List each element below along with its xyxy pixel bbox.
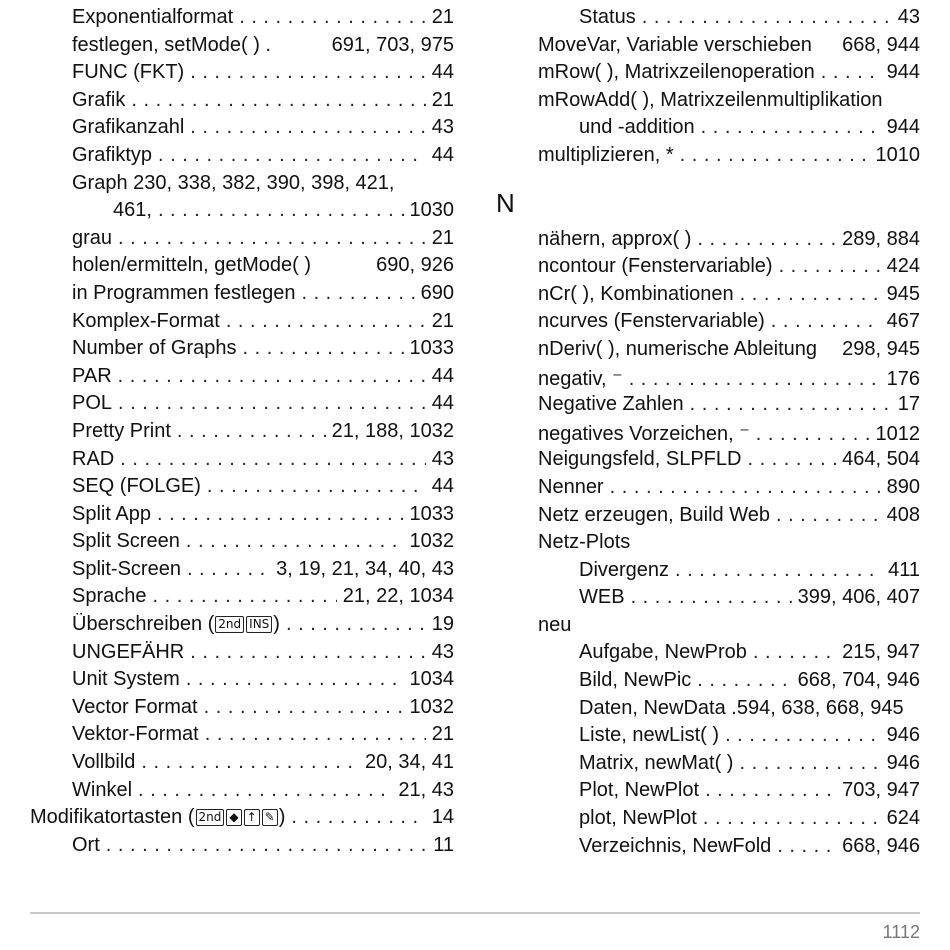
index-pages: 21 (431, 88, 454, 111)
dot-leader (779, 255, 881, 278)
index-pages: 11 (433, 833, 454, 856)
index-entry (30, 420, 454, 448)
index-pages: 946 (886, 724, 920, 747)
index-term-text: Neigungsfeld, SLPFLD (538, 448, 742, 471)
index-entry (30, 254, 454, 282)
index-term-text: festlegen, setMode( ) . (72, 33, 271, 56)
index-pages: 43 (431, 640, 454, 663)
index-pages: 691, 703, 975 (331, 33, 454, 56)
index-term (72, 751, 135, 774)
index-pages: 21, 22, 1034 (342, 585, 454, 608)
dot-leader (725, 724, 881, 747)
keycap-icon: ✎ (262, 809, 278, 826)
index-entry (496, 559, 920, 587)
index-entry (496, 283, 920, 311)
dot-leader (777, 835, 836, 858)
index-pages: 21 (431, 226, 454, 249)
dot-leader (157, 503, 404, 526)
index-entry (30, 116, 454, 144)
index-entry (30, 834, 454, 862)
keycap-icon: 2nd (196, 809, 225, 826)
keycap-icon: ↑ (244, 809, 260, 826)
index-pages: 44 (431, 475, 454, 498)
index-pages: 1033 (409, 337, 454, 360)
index-term-text: WEB (579, 586, 625, 609)
index-term-text: Sprache (72, 585, 147, 608)
index-term (579, 6, 636, 29)
index-term-text: Number of Graphs (72, 337, 237, 360)
index-term (72, 503, 151, 526)
index-entry (30, 723, 454, 751)
index-term (538, 393, 684, 416)
dot-leader (753, 641, 836, 664)
dot-leader (703, 807, 881, 830)
dot-leader (131, 89, 425, 112)
index-term-text: Daten, NewData .594, 638, 668, 945 (579, 696, 904, 719)
index-term (538, 448, 741, 471)
index-term-text: Split Screen (72, 530, 180, 553)
index-term (72, 337, 237, 360)
index-entry (496, 531, 920, 559)
index-term-text: mRowAdd( ), Matrixzeilenmultiplikation (538, 88, 883, 111)
index-pages: 467 (886, 310, 920, 333)
dot-leader (204, 696, 404, 719)
index-term (72, 282, 295, 305)
index-pages: 399, 406, 407 (797, 586, 920, 609)
index-term (579, 116, 695, 139)
index-term-text: Exponentialformat (72, 6, 234, 28)
index-term (579, 807, 697, 830)
index-term (72, 34, 271, 57)
index-term-text: Nenner (538, 475, 604, 498)
index-term (579, 779, 699, 802)
index-pages: 668, 704, 946 (797, 669, 920, 692)
index-entry (30, 558, 454, 586)
index-pages: 464, 504 (842, 448, 920, 471)
index-entry (496, 697, 920, 725)
index-term-text: Split App (72, 502, 151, 525)
index-term (538, 504, 770, 527)
index-entry (496, 586, 920, 614)
index-pages: 44 (431, 392, 454, 415)
index-term-text: Divergenz (579, 558, 670, 581)
footer-divider (30, 912, 920, 914)
index-entry (496, 724, 920, 752)
index-entry (30, 475, 454, 503)
index-column-right (496, 6, 920, 862)
index-term (72, 144, 152, 167)
index-term (72, 779, 132, 802)
index-pages: 944 (886, 61, 920, 84)
index-term-suffix: ) (278, 806, 286, 829)
index-entry (30, 751, 454, 779)
index-term (72, 585, 147, 608)
index-entry (496, 835, 920, 863)
index-term (538, 228, 691, 251)
index-term (538, 476, 604, 499)
index-entry (496, 669, 920, 697)
dot-leader (106, 834, 427, 857)
index-entry (496, 393, 920, 421)
dot-leader (158, 199, 404, 222)
index-pages: 690 (420, 281, 454, 304)
index-pages: 21, 188, 1032 (331, 419, 454, 442)
index-pages: 43 (431, 447, 454, 470)
index-pages: 690, 926 (376, 254, 454, 277)
index-term-text: POL (72, 392, 113, 415)
index-entry (30, 806, 454, 834)
index-term (72, 392, 112, 415)
index-pages: 21 (431, 309, 454, 332)
index-pages: 408 (886, 503, 920, 526)
index-term-text: SEQ (FOLGE) (72, 475, 201, 498)
index-term (538, 61, 815, 84)
index-pages: 1010 (875, 143, 920, 166)
index-pages: 624 (886, 807, 920, 830)
index-entry (30, 6, 454, 34)
dot-leader (158, 144, 426, 167)
index-entry (496, 779, 920, 807)
index-entry (30, 310, 454, 338)
index-entry (30, 696, 454, 724)
index-term-text: in Programmen festlegen (72, 281, 296, 304)
index-term-text: nDeriv( ), numerische Ableitung (538, 337, 818, 360)
index-entry (30, 199, 454, 227)
dot-leader (610, 476, 881, 499)
dot-leader (697, 228, 836, 251)
index-term-text: und -addition (579, 116, 695, 139)
index-term-text: Matrix, newMat( ) (579, 751, 734, 774)
index-term (538, 255, 773, 278)
index-pages: 411 (888, 558, 920, 581)
index-term-text: Netz-Plots (538, 531, 631, 554)
dot-leader (226, 310, 426, 333)
index-term-text: nähern, approx( ) (538, 227, 692, 250)
index-term (538, 89, 883, 112)
page-number: 1112 (882, 922, 920, 942)
index-term (579, 669, 691, 692)
index-entry (30, 530, 454, 558)
index-term (72, 641, 184, 664)
index-term-text: Grafiktyp (72, 143, 153, 166)
index-term (538, 421, 750, 446)
index-term-text: ncurves (Fenstervariable) (538, 310, 765, 333)
index-entry (496, 116, 920, 144)
index-entry (496, 34, 920, 62)
index-term-text: Verzeichnis, NewFold (579, 834, 772, 857)
index-entry (496, 752, 920, 780)
index-term-text: mRow( ), Matrixzeilenoperation (538, 61, 815, 84)
index-term (72, 116, 184, 139)
index-pages: 944 (886, 116, 920, 139)
dot-leader (631, 586, 792, 609)
index-term (72, 227, 112, 250)
dot-leader (207, 475, 426, 498)
dot-leader (747, 448, 836, 471)
dot-leader (690, 393, 892, 416)
index-term (72, 310, 220, 333)
index-term-text: holen/ermitteln, getMode( ) (72, 254, 312, 277)
index-term (538, 34, 812, 57)
index-term (72, 89, 125, 112)
index-term (579, 835, 771, 858)
index-entry (30, 172, 454, 200)
dot-leader (740, 283, 881, 306)
index-term (72, 613, 280, 636)
index-term (579, 641, 747, 664)
index-entry (30, 448, 454, 476)
index-entry (496, 255, 920, 283)
index-pages: 298, 945 (842, 337, 920, 360)
index-term-text: Winkel (72, 778, 133, 801)
dot-leader (118, 227, 426, 250)
dot-leader (697, 669, 791, 692)
dot-leader (756, 423, 870, 446)
index-pages: 43 (897, 6, 920, 28)
dot-leader (190, 116, 425, 139)
index-term-text: UNGEFÄHR (72, 640, 185, 663)
index-term (72, 61, 184, 84)
dot-leader (186, 668, 404, 691)
dot-leader (138, 779, 392, 802)
dot-leader (286, 613, 426, 636)
index-entry (496, 366, 920, 394)
index-term-text: Grafik (72, 88, 126, 111)
index-term (72, 254, 311, 277)
dot-leader (243, 337, 404, 360)
index-pages: 946 (886, 751, 920, 774)
index-term (72, 365, 112, 388)
index-term-text: PAR (72, 364, 112, 387)
dot-leader (680, 144, 870, 167)
index-term (72, 6, 233, 29)
dot-leader (205, 723, 426, 746)
index-term (72, 530, 180, 553)
dot-leader (739, 752, 880, 775)
dot-leader (239, 6, 426, 29)
index-term-text: Negative Zahlen (538, 393, 684, 416)
index-term-text: Bild, NewPic (579, 669, 692, 692)
dot-leader (771, 310, 881, 333)
index-term (72, 420, 171, 443)
index-term (579, 724, 719, 747)
index-term-text: Unit System (72, 668, 180, 691)
index-term (72, 475, 201, 498)
dot-leader (291, 806, 425, 829)
dot-leader (141, 751, 359, 774)
index-term-text: Überschreiben ( (72, 613, 215, 636)
index-column-left (30, 6, 454, 861)
index-entry (30, 89, 454, 117)
dot-leader (701, 116, 881, 139)
index-entry (30, 337, 454, 365)
dot-leader (776, 504, 881, 527)
index-entry (496, 144, 920, 172)
index-entry (496, 448, 920, 476)
index-term (538, 310, 765, 333)
dot-leader (177, 420, 326, 443)
index-term (538, 614, 571, 637)
index-entry (496, 614, 920, 642)
index-term (579, 752, 733, 775)
index-pages: 176 (886, 367, 920, 390)
index-term-text: Pretty Print (72, 419, 171, 442)
index-pages: 21, 43 (398, 778, 454, 801)
dot-leader (187, 558, 270, 581)
index-pages: 44 (431, 143, 454, 166)
index-term-text: multiplizieren, * (538, 143, 674, 166)
index-term-text: Modifikatortasten ( (30, 806, 195, 829)
index-pages: 14 (431, 806, 454, 829)
index-pages: 19 (431, 613, 454, 636)
keycap-icon: 2nd (215, 616, 244, 633)
index-term-text: Status (579, 6, 636, 28)
index-term-text: Liste, newList( ) (579, 724, 720, 747)
dot-leader (675, 559, 882, 582)
index-entry (30, 61, 454, 89)
index-term-text: negatives Vorzeichen, ⁻ (538, 422, 750, 445)
index-entry (30, 613, 454, 641)
index-pages: 44 (431, 61, 454, 84)
index-entry (496, 641, 920, 669)
dot-leader (190, 61, 426, 84)
index-pages: 44 (431, 364, 454, 387)
index-term (72, 558, 181, 581)
index-pages: 1033 (409, 502, 454, 525)
index-pages: 668, 946 (842, 834, 920, 857)
keycap-icon: INS (246, 616, 272, 633)
keycap-icon: ◆ (226, 809, 241, 826)
index-term-text: negativ, ⁻ (538, 367, 623, 390)
index-term-text: Vector Format (72, 695, 198, 718)
index-entry (30, 668, 454, 696)
index-term-text: nCr( ), Kombinationen (538, 282, 734, 305)
index-term-text: plot, NewPlot (579, 807, 697, 830)
index-term (72, 723, 199, 746)
index-entry (496, 476, 920, 504)
index-term (72, 172, 394, 195)
dot-leader (301, 282, 414, 305)
index-entry (30, 392, 454, 420)
index-term-suffix: ) (273, 613, 280, 636)
index-entry (496, 228, 920, 256)
index-term (72, 668, 180, 691)
dot-leader (821, 61, 881, 84)
index-pages: 945 (886, 282, 920, 305)
index-pages: 424 (886, 255, 920, 278)
index-term (538, 366, 623, 391)
index-pages: 21 (431, 6, 454, 28)
dot-leader (629, 368, 881, 391)
index-term-text: Vektor-Format (72, 723, 199, 746)
index-term (72, 448, 114, 471)
index-pages: 1012 (875, 422, 920, 445)
index-entry (30, 282, 454, 310)
index-term-text: Split-Screen (72, 557, 181, 580)
dot-leader (118, 365, 426, 388)
index-entry (496, 421, 920, 449)
index-pages: 1034 (409, 668, 454, 691)
index-term-text: Ort (72, 833, 100, 856)
dot-leader (186, 530, 404, 553)
index-entry (496, 807, 920, 835)
index-term-text: Aufgabe, NewProb (579, 641, 747, 664)
dot-leader (190, 641, 426, 664)
index-pages: 21 (431, 723, 454, 746)
index-pages: 890 (886, 475, 920, 498)
index-pages: 17 (897, 393, 920, 416)
index-entry (496, 504, 920, 532)
index-term-text: grau (72, 226, 113, 249)
index-term (30, 806, 285, 829)
index-term-text: Vollbild (72, 751, 136, 774)
dot-leader (120, 448, 426, 471)
index-term-text: MoveVar, Variable verschieben (538, 33, 812, 56)
index-pages: 43 (431, 116, 454, 139)
index-term (113, 199, 152, 222)
index-entry (30, 34, 454, 62)
index-term-text: RAD (72, 447, 115, 470)
index-term (538, 283, 734, 306)
index-entry (496, 89, 920, 117)
index-term (579, 697, 904, 720)
index-entry (496, 338, 920, 366)
index-term (538, 338, 817, 361)
index-entry (30, 779, 454, 807)
index-entry (30, 144, 454, 172)
index-term-text: FUNC (FKT) (72, 61, 185, 84)
index-term-text: neu (538, 613, 572, 636)
index-term-text: Graph 230, 338, 382, 390, 398, 421, (72, 171, 395, 194)
index-pages: 1030 (409, 199, 454, 222)
index-pages: 289, 884 (842, 227, 920, 250)
index-term (72, 834, 100, 857)
dot-leader (705, 779, 836, 802)
index-term-text: Grafikanzahl (72, 116, 185, 139)
index-term (72, 696, 198, 719)
index-term (538, 144, 674, 167)
index-pages: 3, 19, 21, 34, 40, 43 (276, 557, 454, 580)
index-section-letter: N (496, 187, 515, 218)
index-term-text: Komplex-Format (72, 309, 220, 332)
index-entry (30, 365, 454, 393)
index-term (579, 559, 669, 582)
index-term-text: 461, (113, 199, 152, 222)
index-entry (496, 310, 920, 338)
index-pages: 20, 34, 41 (365, 751, 454, 774)
index-term-text: Plot, NewPlot (579, 779, 700, 802)
index-entry (30, 641, 454, 669)
index-entry (30, 585, 454, 613)
index-term (538, 531, 630, 554)
index-entry (496, 6, 920, 34)
index-entry (30, 227, 454, 255)
index-pages: 215, 947 (842, 641, 920, 664)
index-pages: 1032 (409, 530, 454, 553)
dot-leader (153, 585, 337, 608)
index-pages: 668, 944 (842, 33, 920, 56)
index-entry (30, 503, 454, 531)
index-entry (496, 61, 920, 89)
dot-leader (642, 6, 892, 29)
index-term (579, 586, 625, 609)
index-pages: 1032 (409, 695, 454, 718)
index-pages: 703, 947 (842, 779, 920, 802)
dot-leader (118, 392, 426, 415)
index-term-text: ncontour (Fenstervariable) (538, 255, 773, 278)
index-term-text: Netz erzeugen, Build Web (538, 503, 770, 526)
